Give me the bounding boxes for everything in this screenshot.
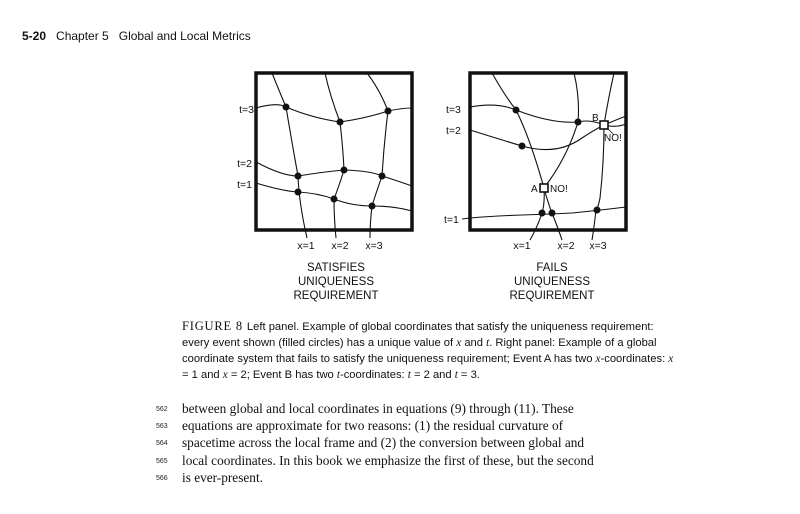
event-b-no: NO! [604,133,622,144]
left-caption-line-1: SATISFIES [307,262,365,274]
left-event [337,119,344,126]
right-event [549,210,556,217]
right-x3-line [592,73,614,240]
left-x1-label: x=1 [297,240,315,252]
chapter-label: Chapter 5 [56,29,109,43]
right-caption-line-3: REQUIREMENT [509,290,595,302]
right-event [539,210,546,217]
line-text: equations are approximate for two reasons: (1) the residual curvature of [182,418,564,434]
line-text: local coordinates. In this book we emphasize the first of these, but the second [182,452,594,468]
right-caption-line-2: UNIQUENESS [513,276,591,288]
right-t2-label: t=2 [446,125,461,137]
left-event [295,173,302,180]
right-x2-label: x=2 [557,240,575,252]
left-event [385,108,392,115]
right-caption-line-1: FAILS [536,262,568,274]
caption-text: = 2; Event B has two [227,369,337,381]
caption-text: -coordinates: [339,369,408,381]
figure-8 [222,68,642,308]
caption-text: = 2 and [410,369,455,381]
caption-var: t [454,369,458,381]
right-event [575,119,582,126]
caption-text: -coordinates: [600,353,669,365]
caption-text: = 1 and [182,369,223,381]
left-event [341,167,348,174]
left-x2-line [325,73,344,238]
left-event [283,104,290,111]
line-text: spacetime across the local frame and (2) the conversion between global and [182,435,585,451]
left-caption-line-3: REQUIREMENT [293,290,379,302]
left-t2-label: t=2 [237,158,252,170]
left-x1-line [272,73,307,238]
line-text: is ever-present. [182,469,263,485]
right-event [513,107,520,114]
left-panel [256,73,412,238]
line-number: 566 [156,474,168,482]
right-event [519,143,526,150]
left-x3-line [367,73,388,238]
right-panel [470,73,626,240]
right-t3-label: t=3 [446,104,461,116]
line-number: 565 [156,457,168,465]
left-x3-label: x=3 [365,240,383,252]
caption-var: x [222,369,228,381]
left-x2-label: x=2 [331,240,349,252]
left-event [379,173,386,180]
right-t1-label: t=1 [444,214,459,226]
left-t1-label: t=1 [237,179,252,191]
caption-var: x [668,353,674,365]
right-panel-frame [470,73,626,230]
event-a-no: NO! [550,184,568,195]
event-a-marker [540,184,548,192]
line-text: between global and local coordinates in equations (9) through (11). These [182,401,574,416]
caption-var: t [486,337,490,349]
line-number: 563 [156,423,168,431]
line-number: 562 [156,406,168,413]
right-x3-label: x=3 [589,240,607,252]
left-t3-label: t=3 [239,104,254,116]
left-event [295,189,302,196]
caption-var: x [595,353,601,365]
page-number: 5-20 [22,29,47,43]
caption-text: = 3. [457,369,480,381]
right-t1-line [470,207,626,218]
caption-var: t [407,369,411,381]
figure-label: FIGURE 8 [182,319,243,333]
figure-caption [182,318,682,383]
chapter-title: Global and Local Metrics [118,29,251,43]
caption-text: and [461,337,487,349]
line-number: 564 [156,440,168,448]
caption-text: . Right panel: Example of a global coordinate system that fails to satisfy the uniqueness requirement; Event A has two [182,337,657,365]
left-caption-line-2: UNIQUENESS [297,276,375,288]
right-event [594,207,601,214]
event-b-label: B [592,113,599,124]
running-header [22,29,251,43]
event-a-label: A [531,184,538,195]
left-t2-line [256,162,412,186]
right-x1-label: x=1 [513,240,531,252]
left-event [331,196,338,203]
caption-var: x [456,337,462,349]
left-event [369,203,376,210]
event-b-marker [600,121,608,129]
caption-var: t [336,369,340,381]
caption-text: Left panel. Example of global coordinates that satisfy the uniqueness requirement: every event shown (filled circles) has a unique value of [182,321,654,349]
